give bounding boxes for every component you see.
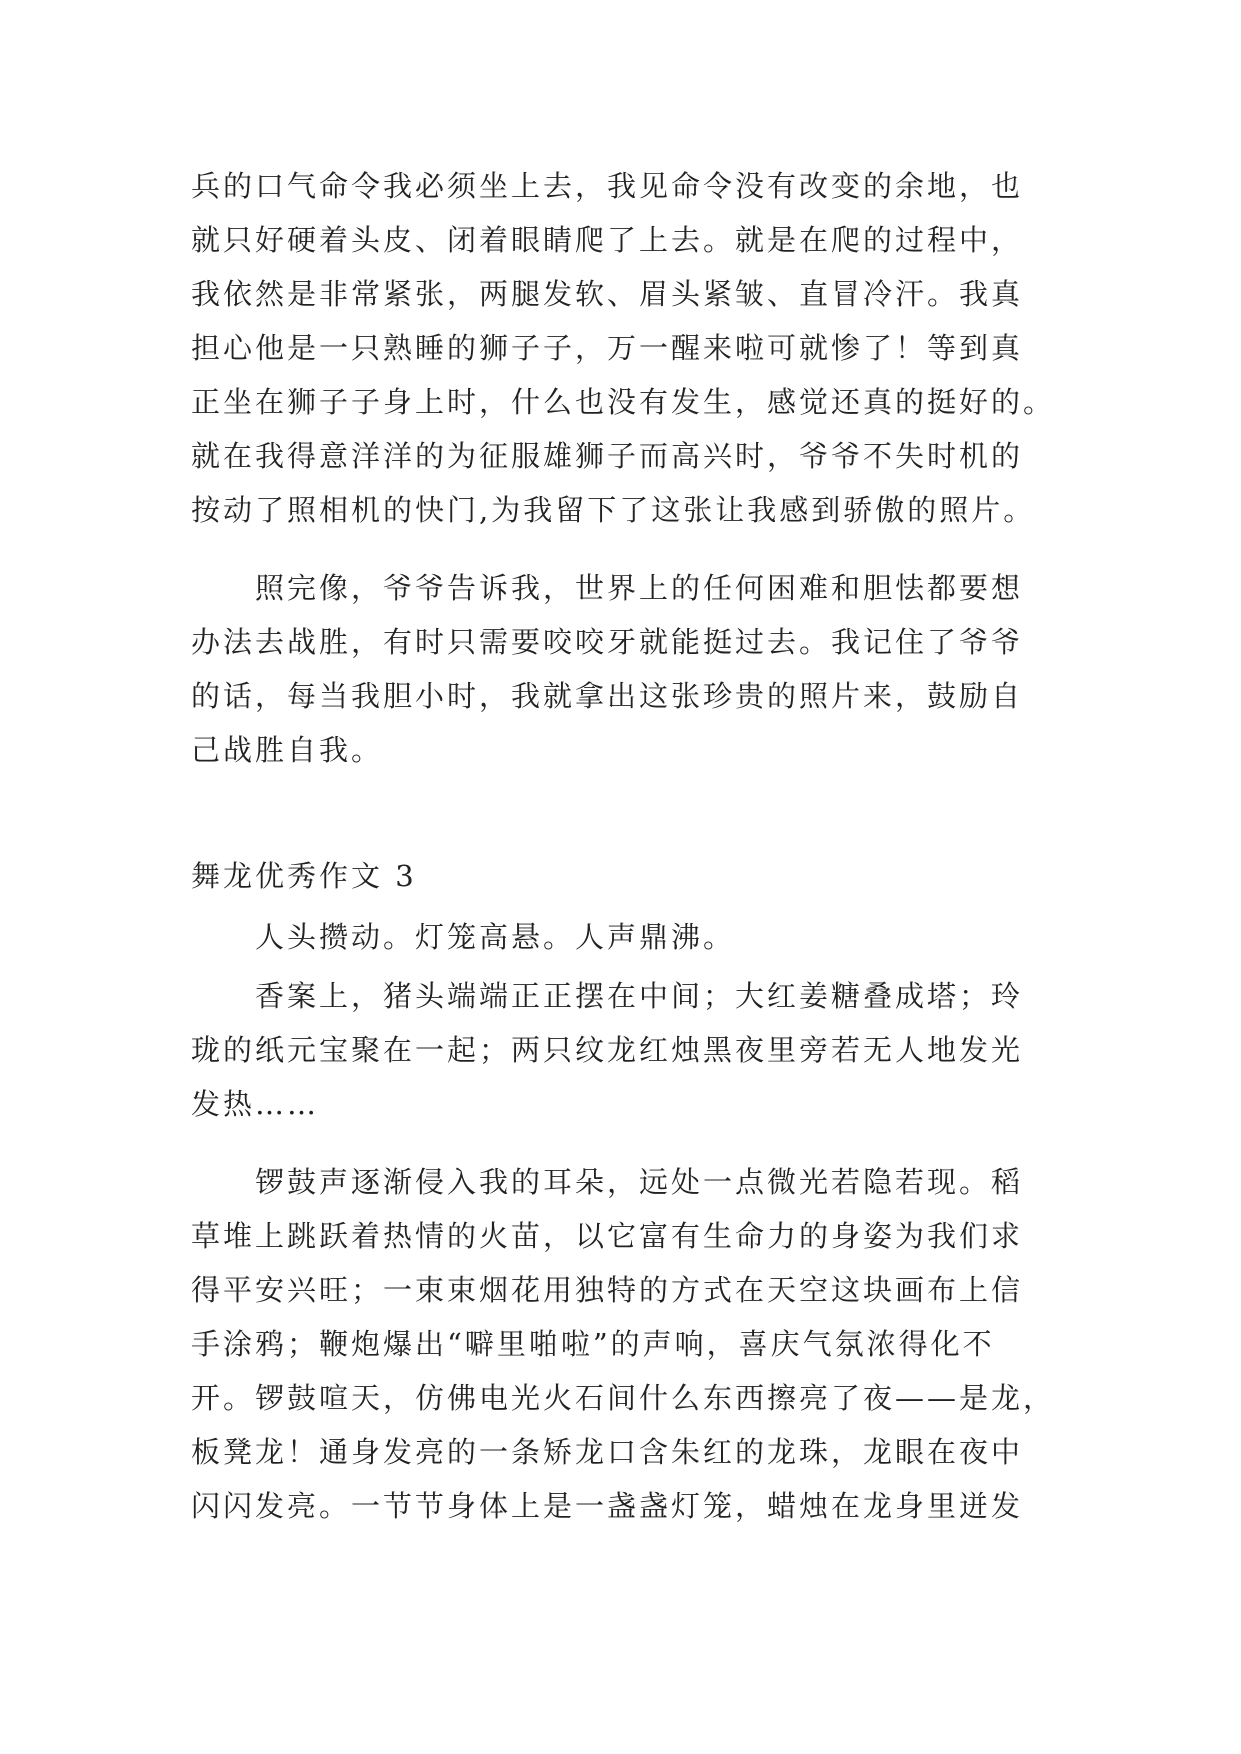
paragraph-line: 正坐在狮子子身上时，什么也没有发生，感觉还真的挺好的。 xyxy=(191,385,1056,419)
paragraph-line: 香案上，猪头端端正正摆在中间；大红姜糖叠成塔；玲 xyxy=(255,979,1024,1013)
paragraph-line: 担心他是一只熟睡的狮子子，万一醒来啦可就惨了！等到真 xyxy=(191,331,1024,365)
paragraph-line: 发热…… xyxy=(191,1087,320,1121)
paragraph-line: 板凳龙！通身发亮的一条矫龙口含朱红的龙珠，龙眼在夜中 xyxy=(191,1435,1024,1469)
paragraph-line: 我依然是非常紧张，两腿发软、眉头紧皱、直冒冷汗。我真 xyxy=(191,277,1024,311)
section-heading: 舞龙优秀作文 3 xyxy=(191,859,417,893)
paragraph-line: 照完像，爷爷告诉我，世界上的任何困难和胆怯都要想 xyxy=(255,571,1024,605)
paragraph-line: 闪闪发亮。一节节身体上是一盏盏灯笼，蜡烛在龙身里迸发 xyxy=(191,1489,1024,1523)
paragraph-line: 按动了照相机的快门,为我留下了这张让我感到骄傲的照片。 xyxy=(191,493,1036,527)
paragraph-line: 开。锣鼓喧天，仿佛电光火石间什么东西擦亮了夜——是龙， xyxy=(191,1381,1056,1415)
paragraph-line: 草堆上跳跃着热情的火苗，以它富有生命力的身姿为我们求 xyxy=(191,1219,1024,1253)
paragraph-line: 手涂鸦；鞭炮爆出“噼里啪啦”的声响，喜庆气氛浓得化不 xyxy=(191,1327,995,1361)
paragraph-line: 锣鼓声逐渐侵入我的耳朵，远处一点微光若隐若现。稻 xyxy=(255,1165,1024,1199)
paragraph-line: 得平安兴旺；一束束烟花用独特的方式在天空这块画布上信 xyxy=(191,1273,1024,1307)
paragraph-line: 就在我得意洋洋的为征服雄狮子而高兴时，爷爷不失时机的 xyxy=(191,439,1024,473)
paragraph-line: 就只好硬着头皮、闭着眼睛爬了上去。就是在爬的过程中， xyxy=(191,223,1024,257)
paragraph-line: 人头攒动。灯笼高悬。人声鼎沸。 xyxy=(255,920,736,954)
paragraph-line: 的话，每当我胆小时，我就拿出这张珍贵的照片来，鼓励自 xyxy=(191,679,1024,713)
paragraph-line: 珑的纸元宝聚在一起；两只纹龙红烛黑夜里旁若无人地发光 xyxy=(191,1033,1024,1067)
paragraph-line: 办法去战胜，有时只需要咬咬牙就能挺过去。我记住了爷爷 xyxy=(191,625,1024,659)
paragraph-line: 己战胜自我。 xyxy=(191,733,384,767)
paragraph-line: 兵的口气命令我必须坐上去，我见命令没有改变的余地，也 xyxy=(191,169,1024,203)
